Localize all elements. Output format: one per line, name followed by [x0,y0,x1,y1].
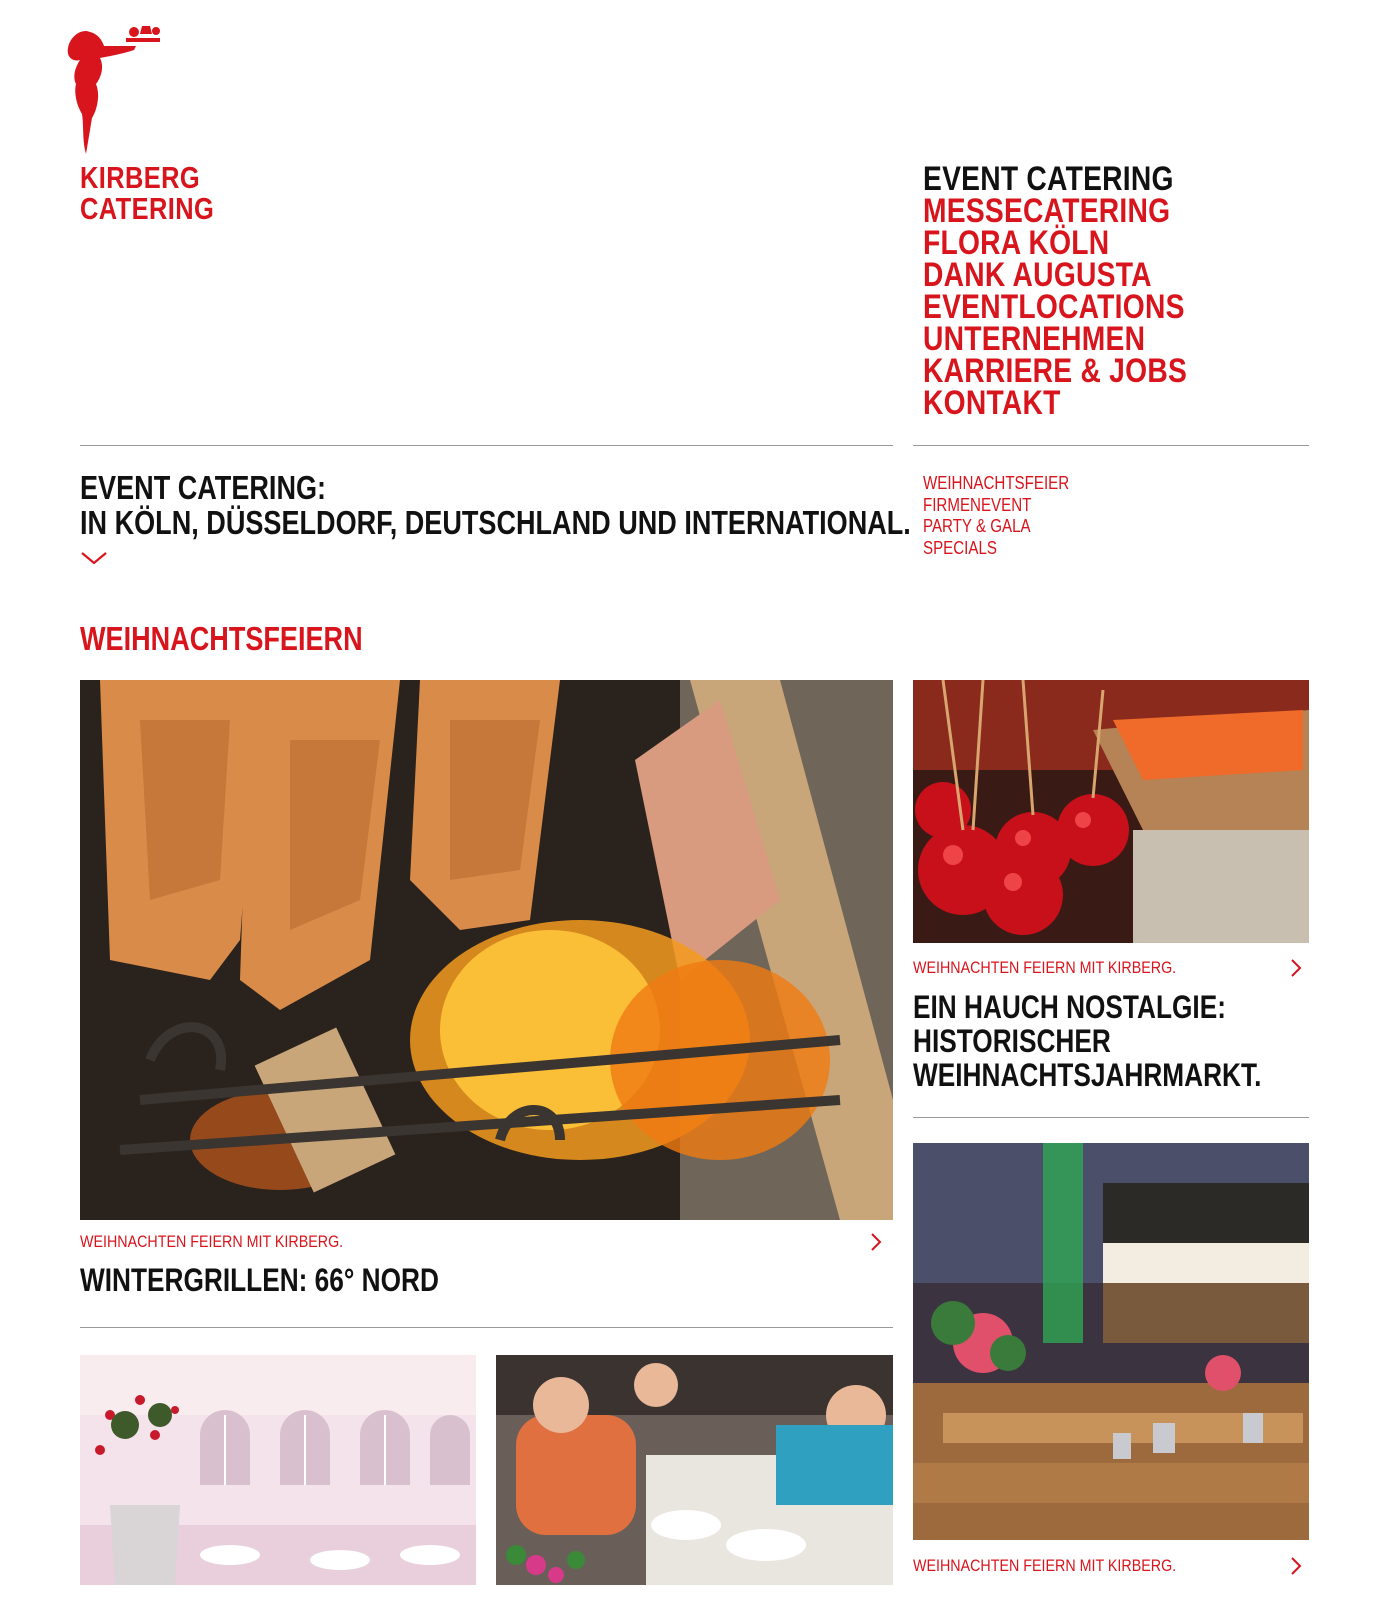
teaser-main-title[interactable]: WINTERGRILLEN: 66° NORD [80,1262,439,1298]
main-nav [923,160,1241,422]
header-divider-left [80,445,893,446]
teaser-main-kicker[interactable]: WEIHNACHTEN FEIERN MIT KIRBERG. [80,1232,344,1251]
nav-item-flora-koeln[interactable]: FLORA KÖLN [923,224,1110,262]
teaser-side-top-title-line1: EIN HAUCH NOSTALGIE: [913,989,1226,1025]
teaser-bottom-left-image[interactable] [80,1355,476,1585]
waitress-logo-icon [60,22,170,157]
guests-dining-photo [496,1355,893,1585]
nav-item-messecatering[interactable]: MESSECATERING [923,192,1171,230]
nav-item-eventlocations[interactable]: EVENTLOCATIONS [923,288,1185,326]
teaser-side-top-title-line2: HISTORISCHER [913,1023,1111,1059]
nav-item-karriere-jobs[interactable]: KARRIERE & JOBS [923,352,1188,390]
brand-name-line2: CATERING [80,191,215,226]
brand-wordmark [80,162,214,224]
chevron-right-icon[interactable] [1290,958,1302,978]
christmas-market-hall-photo [913,1143,1309,1540]
teaser-side-top-kicker[interactable]: WEIHNACHTEN FEIERN MIT KIRBERG. [913,958,1177,977]
festive-ballroom-photo [80,1355,476,1585]
subnav-item-weihnachtsfeier[interactable]: WEIHNACHTSFEIER [923,473,1070,493]
candy-apples-photo [913,680,1309,943]
nav-item-kontakt[interactable]: KONTAKT [923,384,1061,422]
brand-name-line1: KIRBERG [80,160,201,195]
nav-item-unternehmen[interactable]: UNTERNEHMEN [923,320,1146,358]
subnav-item-firmenevent[interactable]: FIRMENEVENT [923,494,1032,515]
subnav-item-specials[interactable]: SPECIALS [923,537,997,558]
teaser-main-divider [80,1327,893,1328]
salmon-over-fire-photo [80,680,893,1220]
section-title: WEIHNACHTSFEIERN [80,620,363,657]
teaser-side-top-image[interactable] [913,680,1309,943]
teaser-side-top-title[interactable] [913,990,1261,1092]
page-title [80,470,911,540]
teaser-bottom-right-image[interactable] [496,1355,893,1585]
chevron-right-icon[interactable] [870,1232,882,1252]
nav-item-event-catering[interactable]: EVENT CATERING [923,160,1174,198]
brand-logo[interactable] [60,22,280,232]
teaser-side-bottom-image[interactable] [913,1143,1309,1540]
chevron-right-icon[interactable] [1290,1556,1302,1576]
teaser-side-top-title-line3: WEIHNACHTSJAHRMARKT. [913,1057,1262,1093]
teaser-main-image[interactable] [80,680,893,1220]
sub-nav [923,473,1097,559]
page-title-line1: EVENT CATERING: [80,469,327,506]
teaser-side-top-divider [913,1117,1309,1118]
page-title-line2: IN KÖLN, DÜSSELDORF, DEUTSCHLAND UND INTERNATIONAL. [80,504,911,541]
subnav-item-party-gala[interactable]: PARTY & GALA [923,516,1031,536]
chevron-down-icon[interactable] [80,550,108,566]
nav-item-dank-augusta[interactable]: DANK AUGUSTA [923,256,1152,294]
teaser-side-bottom-kicker[interactable]: WEIHNACHTEN FEIERN MIT KIRBERG. [913,1556,1177,1575]
header-divider-right [913,445,1309,446]
